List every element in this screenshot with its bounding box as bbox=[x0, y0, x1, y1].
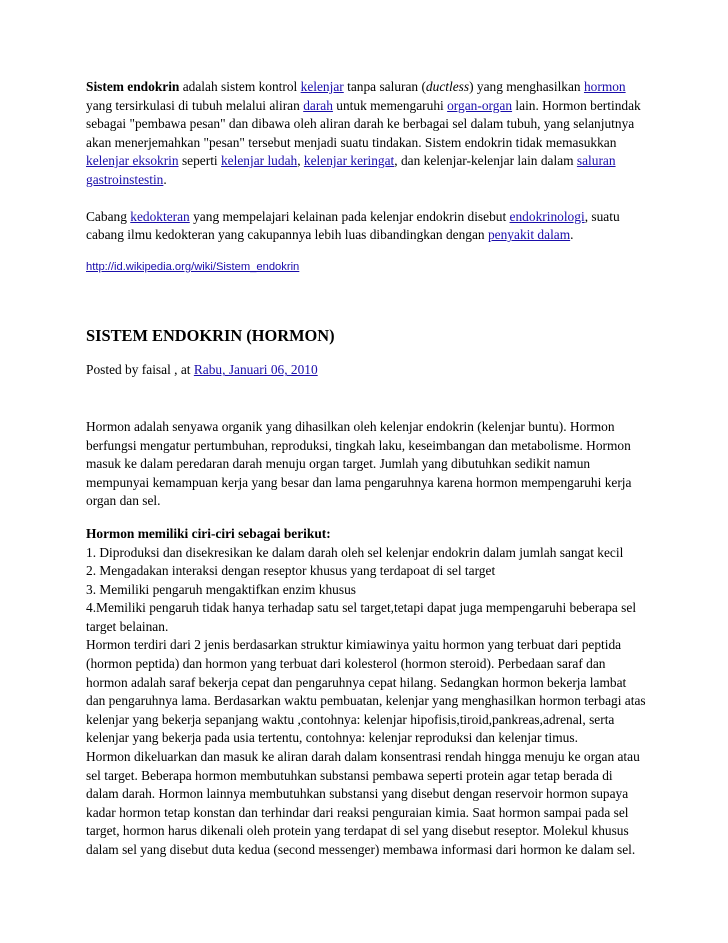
hormon-release-paragraph: Hormon dikeluarkan dan masuk ke aliran darah dalam konsentrasi rendah hingga menuju ke organ atau sel target. Beberapa hormon membutuhkan substansi pembawa seperti protein agar tetap berada di dalam darah. Hormon lainnya membutuhkan substansi yang disebut dengan reservoir hormon supaya kadar hormon tetap konstan dan terhindar dari reaksi penguraian kimia. Saat hormon sampai pada sel target, hormon harus dikenali oleh protein yang terdapat di sel yang disebut reseptor. Molekul khusus dalam sel yang disebut duta kedua (second messenger) membawa informasi dari hormon ke dalam sel. bbox=[86, 749, 640, 857]
link-endokrinologi[interactable]: endokrinologi bbox=[509, 208, 585, 224]
link-kedokteran[interactable]: kedokteran bbox=[130, 208, 190, 224]
hormon-definition-paragraph: Hormon adalah senyawa organik yang dihasilkan oleh kelenjar endokrin (kelenjar buntu). Hormon berfungsi mengatur pertumbuhan, reproduksi, tingkah laku, keseimbangan dan metabolisme. Hormon masuk ke dalam peredaran darah menuju organ target. Jumlah yang dibutuhkan sedikit namun mempunyai kemampuan kerja yang besar dan lama pengaruhnya karena hormon mempengaruhi kerja organ dan sel. bbox=[86, 418, 632, 509]
branch-text: , suatu cabang ilmu kedokteran yang cakupannya lebih luas dibandingkan dengan bbox=[86, 208, 620, 243]
link-kelenjar-ludah[interactable]: kelenjar ludah bbox=[220, 153, 298, 169]
branch-text: . bbox=[570, 227, 574, 243]
posted-prefix: Posted by faisal , at bbox=[86, 362, 194, 378]
branch-text: Cabang bbox=[86, 208, 131, 224]
spacer bbox=[86, 190, 646, 208]
hormon-types-paragraph: Hormon terdiri dari 2 jenis berdasarkan struktur kimiawinya yaitu hormon yang terbuat dari peptida (hormon peptida) dan hormon yang terbuat dari kolesterol (hormon steroid). Perbedaan saraf dan hormon adalah saraf bekerja cepat dan pengaruhnya cepat hilang. Sedangkan hormon bekerja lambat dan pengaruhnya lama. Berdasarkan waktu pembuatan, kelenjar yang menghasilkan hormon terbagi atas kelenjar yang bekerja sepanjang waktu ,contohnya: kelenjar hipofisis,tiroid,pankreas,adrenal, serta kelenjar yang bekerja pada usia tertentu, contohnya: kelenjar reproduksi dan kelenjar timus. bbox=[86, 637, 646, 746]
link-kelenjar-eksokrin[interactable]: kelenjar eksokrin bbox=[86, 153, 179, 169]
term-ductless: ductless bbox=[425, 79, 470, 94]
term-sistem-endokrin: Sistem endokrin bbox=[86, 79, 180, 94]
branch-paragraph bbox=[86, 208, 646, 245]
spacer bbox=[86, 347, 646, 361]
intro-text: tanpa saluran ( bbox=[343, 79, 426, 94]
trait-item-3: 3. Memiliki pengaruh mengaktifkan enzim khusus bbox=[86, 581, 356, 597]
intro-text: . bbox=[163, 171, 167, 187]
traits-heading-text: Hormon memiliki ciri-ciri sebagai berikut: bbox=[86, 525, 331, 541]
intro-text: untuk memengaruhi bbox=[332, 97, 448, 113]
intro-text: seperti bbox=[178, 153, 221, 169]
link-penyakit-dalam[interactable]: penyakit dalam bbox=[487, 227, 571, 243]
trait-item-1: 1. Diproduksi dan disekresikan ke dalam darah oleh sel kelenjar endokrin dalam jumlah sangat kecil bbox=[86, 544, 624, 560]
link-saluran-gastroinstestin[interactable]: saluran gastroinstestin bbox=[86, 153, 616, 187]
article-heading: SISTEM ENDOKRIN (HORMON) bbox=[86, 326, 335, 346]
spacer bbox=[86, 380, 646, 418]
spacer bbox=[86, 511, 646, 525]
spacer bbox=[86, 275, 646, 325]
link-kelenjar-keringat[interactable]: kelenjar keringat bbox=[303, 153, 395, 169]
intro-text: , bbox=[297, 153, 304, 169]
trait-item-4: 4.Memiliki pengaruh tidak hanya terhadap satu sel target,tetapi dapat juga mempengaruhi beberapa sel target belainan. bbox=[86, 600, 637, 634]
document-page bbox=[86, 78, 646, 860]
link-darah[interactable]: darah bbox=[303, 97, 333, 113]
link-hormon[interactable]: hormon bbox=[583, 79, 626, 94]
intro-text: yang tersirkulasi di tubuh melalui aliran bbox=[86, 97, 304, 113]
link-kelenjar[interactable]: kelenjar bbox=[300, 79, 344, 94]
intro-text: adalah sistem kontrol bbox=[179, 79, 301, 94]
link-organ-organ[interactable]: organ-organ bbox=[447, 97, 513, 113]
intro-paragraph bbox=[86, 78, 646, 190]
trait-item-2: 2. Mengadakan interaksi dengan reseptor khusus yang terdapoat di sel target bbox=[86, 563, 496, 579]
posted-by-line bbox=[86, 361, 646, 380]
intro-text: ) yang menghasilkan bbox=[469, 79, 584, 94]
spacer bbox=[86, 245, 646, 257]
intro-text: lain. Hormon bertindak sebagai "pembawa pesan" dan dibawa oleh aliran darah ke berbagai sel dalam tubuh, yang selanjutnya akan menerjemahkan "pesan" tersebut menjadi suatu tindakan. Sistem endokrin tidak memasukkan bbox=[86, 97, 641, 150]
traits-heading bbox=[86, 525, 646, 544]
post-date-link[interactable]: Rabu, Januari 06, 2010 bbox=[193, 362, 318, 378]
source-url-link[interactable]: http://id.wikipedia.org/wiki/Sistem_endokrin bbox=[86, 260, 300, 273]
source-url-line bbox=[86, 257, 646, 276]
branch-text: yang mempelajari kelainan pada kelenjar endokrin disebut bbox=[189, 208, 510, 224]
intro-text: , dan kelenjar-kelenjar lain dalam bbox=[394, 153, 577, 169]
